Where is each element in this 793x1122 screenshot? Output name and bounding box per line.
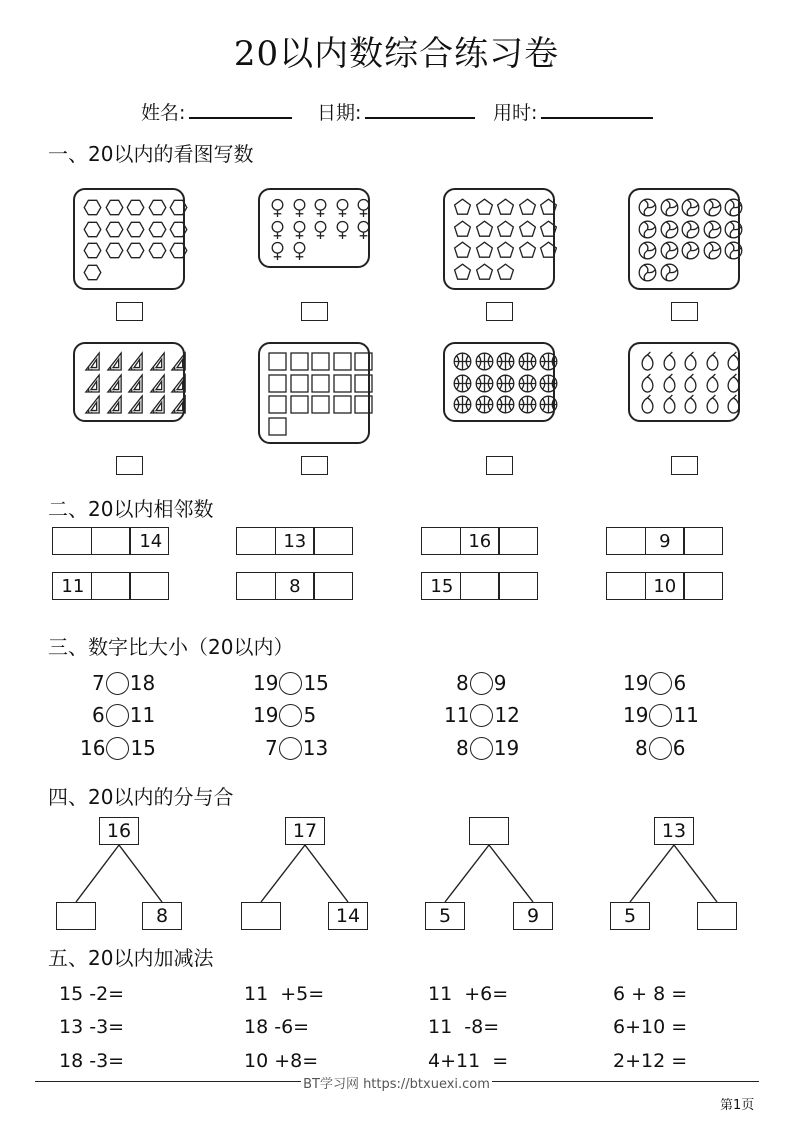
equation-item[interactable]: 11 -8= [428, 1016, 500, 1038]
equation-item[interactable]: 13 -3= [59, 1016, 125, 1038]
compare-right-number: 6 [672, 736, 686, 760]
equation-item[interactable]: 11 +5= [244, 983, 325, 1005]
date-label: 日期: [317, 102, 362, 124]
compare-right-number: 6 [673, 671, 687, 695]
decompose-top-number: 16 [99, 817, 139, 845]
page-number: 第1页 [720, 1098, 755, 1113]
decompose-right-blank[interactable] [697, 902, 737, 930]
equation-item[interactable]: 4+11 = [428, 1050, 509, 1072]
equation-item[interactable]: 11 +6= [428, 983, 509, 1005]
equation-item[interactable]: 2+12 = [613, 1050, 688, 1072]
compare-left-number: 19 [623, 671, 649, 695]
page-title: 20以内数综合练习卷 [233, 34, 560, 74]
neighbor-given-number: 8 [275, 572, 315, 600]
section-1-heading: 一、20以内的看图写数 [48, 142, 254, 166]
section-2-heading: 二、20以内相邻数 [48, 497, 214, 521]
section-3-heading: 三、数字比大小（20以内） [48, 635, 294, 659]
compare-left-number: 19 [623, 703, 649, 727]
compare-left-number: 8 [456, 671, 469, 695]
equation-item[interactable]: 10 +8= [244, 1050, 319, 1072]
equation-item[interactable]: 6+10 = [613, 1016, 688, 1038]
compare-right-number: 18 [129, 671, 156, 695]
time-label: 用时: [493, 102, 538, 124]
compare-left-number: 7 [92, 671, 105, 695]
compare-right-number: 5 [303, 703, 317, 727]
compare-left-number: 6 [92, 703, 105, 727]
compare-right-number: 12 [494, 703, 520, 727]
decompose-left-number: 5 [610, 902, 650, 930]
equation-item[interactable]: 18 -6= [244, 1016, 310, 1038]
equation-item[interactable]: 18 -3= [59, 1050, 125, 1072]
decompose-top-number: 13 [654, 817, 694, 845]
compare-right-number: 11 [673, 703, 699, 727]
neighbor-given-number: 11 [52, 572, 92, 600]
compare-right-number: 13 [302, 736, 329, 760]
equation-item[interactable]: 15 -2= [59, 983, 125, 1005]
compare-right-number: 9 [493, 671, 507, 695]
decompose-right-number: 14 [328, 902, 368, 930]
neighbor-given-number: 16 [460, 527, 500, 555]
compare-left-number: 8 [456, 736, 469, 760]
compare-left-number: 19 [253, 671, 279, 695]
name-label: 姓名: [141, 102, 186, 124]
compare-right-number: 15 [130, 736, 156, 760]
compare-right-number: 11 [129, 703, 156, 727]
decompose-left-number: 5 [425, 902, 465, 930]
neighbor-given-number: 9 [645, 527, 685, 555]
compare-right-number: 19 [493, 736, 520, 760]
decompose-top-number: 17 [285, 817, 325, 845]
neighbor-given-number: 10 [645, 572, 685, 600]
watermark-text: BT学习网 https://btxuexi.com [303, 1077, 490, 1092]
section-4-heading: 四、20以内的分与合 [48, 785, 234, 809]
compare-left-number: 11 [444, 703, 470, 727]
equation-item[interactable]: 6 + 8 = [613, 983, 688, 1005]
neighbor-given-number: 14 [129, 527, 169, 555]
neighbor-given-number: 13 [275, 527, 315, 555]
compare-right-number: 15 [303, 671, 329, 695]
compare-left-number: 8 [635, 736, 648, 760]
section-5-heading: 五、20以内加减法 [48, 946, 214, 970]
compare-left-number: 19 [253, 703, 279, 727]
neighbor-given-number: 15 [421, 572, 461, 600]
compare-left-number: 7 [265, 736, 278, 760]
compare-left-number: 16 [80, 736, 106, 760]
decompose-right-number: 8 [142, 902, 182, 930]
decompose-right-number: 9 [513, 902, 553, 930]
watermark [0, 1073, 793, 1092]
